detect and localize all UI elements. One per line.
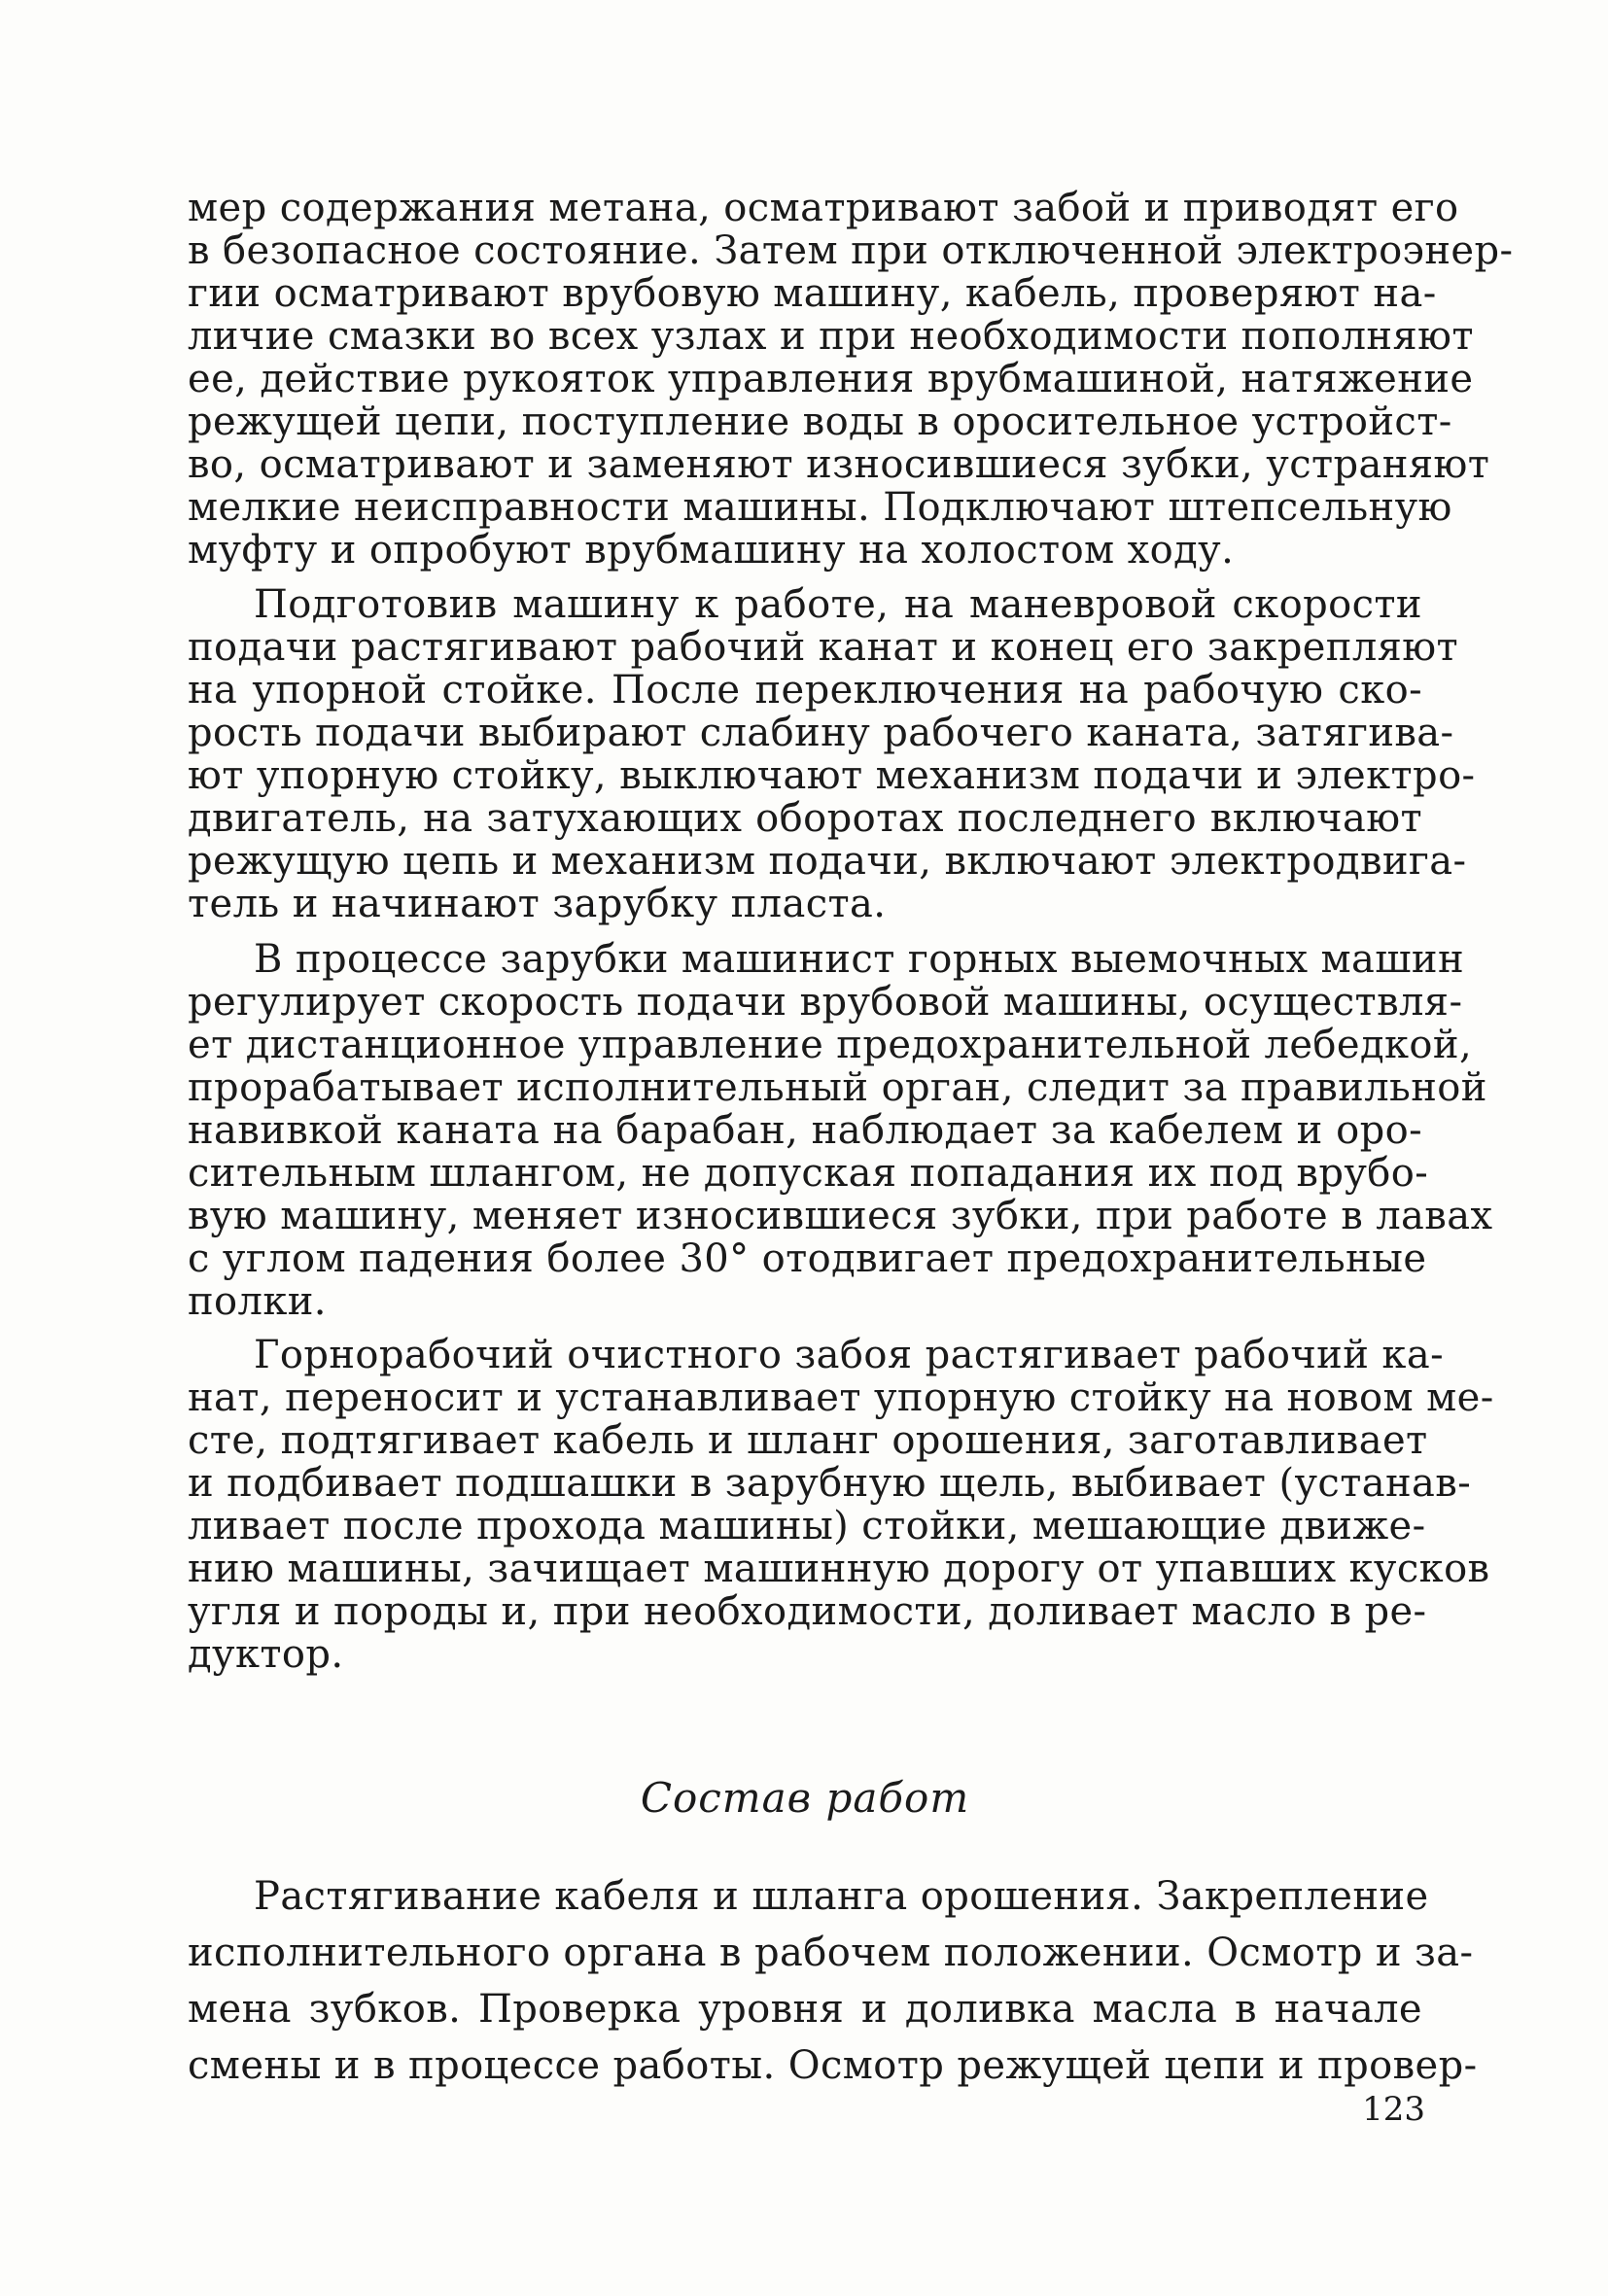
paragraph-line: в безопасное состояние. Затем при отключенной электроэнер- [188, 228, 1514, 273]
paragraph-line: режущей цепи, поступление воды в оросительное устройст- [188, 400, 1452, 444]
paragraph-line: вую машину, меняет износившиеся зубки, при работе в лавах [188, 1194, 1493, 1238]
paragraph-line: гии осматривают врубовую машину, кабель, проверяют на- [188, 271, 1437, 316]
paragraph-line: угля и породы и, при необходимости, доливает масло в ре- [188, 1589, 1427, 1634]
page-number: 123 [1362, 2090, 1425, 2129]
paragraph-line: Подготовив машину к работе, на маневровой скорости [254, 582, 1422, 627]
paragraph-line: сте, подтягивает кабель и шланг орошения, заготавливает [188, 1418, 1428, 1463]
section-heading: Состав работ [640, 1774, 970, 1822]
paragraph-line: ее, действие рукояток управления врубмашиной, натяжение [188, 357, 1474, 401]
paragraph-line: смены и в процессе работы. Осмотр режущей цепи и провер- [188, 2043, 1478, 2088]
paragraph-line: режущую цепь и механизм подачи, включают электродвига- [188, 839, 1467, 884]
paragraph-line: рость подачи выбирают слабину рабочего каната, затягива- [188, 711, 1454, 755]
paragraph-line: Растягивание кабеля и шланга орошения. Закрепление [254, 1874, 1429, 1919]
paragraph-line: с углом падения более 30° отодвигает предохранительные [188, 1236, 1427, 1281]
paragraph-line: навивкой каната на барабан, наблюдает за кабелем и оро- [188, 1108, 1422, 1153]
paragraph-line: мена зубков. Проверка уровня и доливка масла в начале [188, 1987, 1422, 2032]
paragraph-line: полки. [188, 1279, 327, 1324]
paragraph-line: нат, переносит и устанавливает упорную стойку на новом ме- [188, 1375, 1494, 1420]
paragraph-line: мелкие неисправности машины. Подключают штепсельную [188, 485, 1452, 530]
paragraph-line: муфту и опробуют врубмашину на холостом ходу. [188, 528, 1235, 573]
paragraph-line: дуктор. [188, 1632, 344, 1677]
paragraph-line: на упорной стойке. После переключения на рабочую ско- [188, 668, 1422, 713]
paragraph-line: ливает после прохода машины) стойки, мешающие движе- [188, 1504, 1426, 1548]
paragraph-1 [188, 186, 1514, 573]
paragraph-line: тель и начинают зарубку пласта. [188, 882, 887, 926]
paragraph-4 [188, 1333, 1494, 1677]
paragraph-line: ют упорную стойку, выключают механизм подачи и электро- [188, 753, 1476, 798]
paragraph-line: регулирует скорость подачи врубовой машины, осуществля- [188, 980, 1463, 1025]
paragraph-line: личие смазки во всех узлах и при необходимости пополняют [188, 314, 1474, 359]
paragraph-line: во, осматривают и заменяют износившиеся зубки, устраняют [188, 442, 1490, 487]
paragraph-line: сительным шлангом, не допуская попадания их под врубо- [188, 1151, 1429, 1196]
paragraph-line: и подбивает подшашки в зарубную щель, выбивает (устанав- [188, 1461, 1472, 1506]
section-paragraph [188, 1868, 1478, 2094]
paragraph-line: В процессе зарубки машинист горных выемочных машин [254, 937, 1464, 982]
paragraph-line: Горнорабочий очистного забоя растягивает рабочий ка- [254, 1333, 1444, 1377]
paragraph-line: двигатель, на затухающих оборотах последнего включают [188, 796, 1422, 841]
paragraph-line: мер содержания метана, осматривают забой и приводят его [188, 186, 1459, 230]
paragraph-line: ет дистанционное управление предохранительной лебедкой, [188, 1023, 1473, 1067]
paragraph-2 [188, 582, 1476, 926]
paragraph-line: прорабатывает исполнительный орган, следит за правильной [188, 1065, 1487, 1110]
paragraph-line: исполнительного органа в рабочем положении. Осмотр и за- [188, 1931, 1474, 1975]
paragraph-3 [188, 937, 1493, 1324]
paragraph-line: подачи растягивают рабочий канат и конец его закрепляют [188, 625, 1459, 670]
paragraph-line: нию машины, зачищает машинную дорогу от упавших кусков [188, 1547, 1490, 1591]
